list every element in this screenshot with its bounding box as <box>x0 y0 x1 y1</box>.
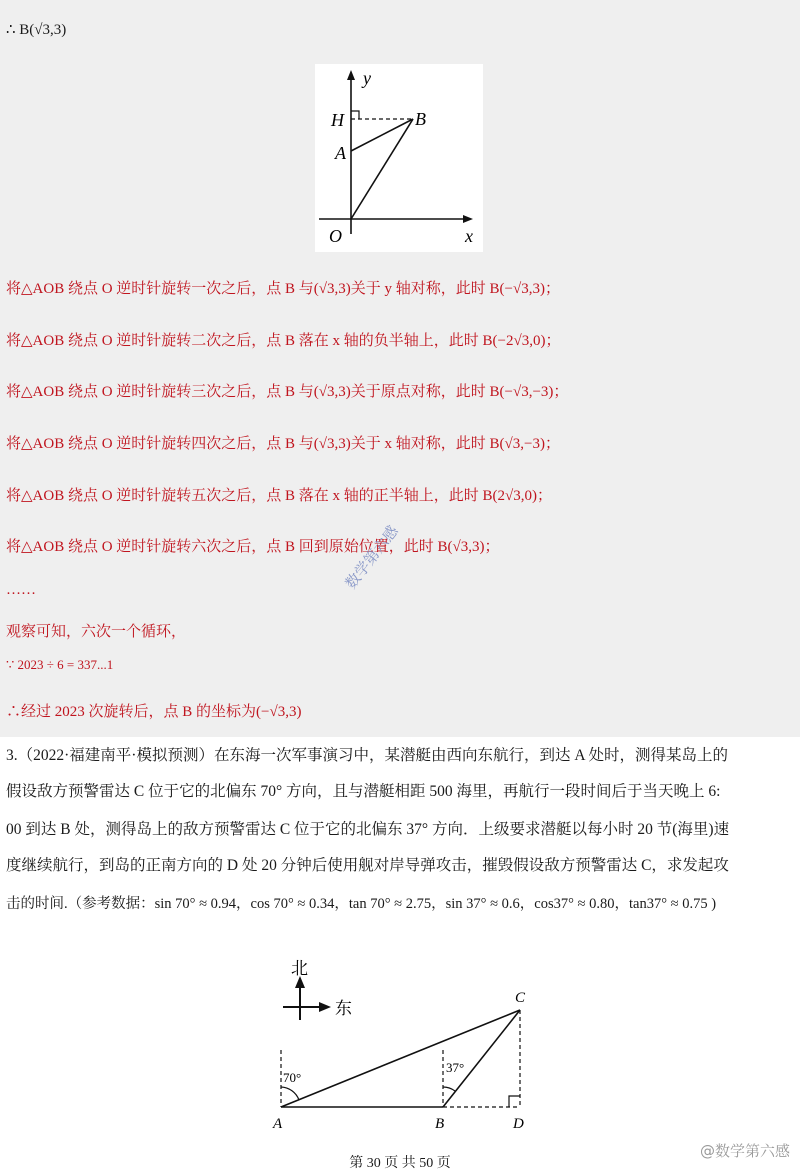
x-label: x <box>465 226 473 246</box>
segment-bc <box>443 1010 520 1107</box>
segment-ob <box>351 119 413 219</box>
y-label: y <box>363 68 371 88</box>
angle-arc-a <box>281 1087 299 1100</box>
angle-a-label: 70° <box>283 1070 302 1085</box>
rotation-line-6: 将△AOB 绕点 O 逆时针旋转六次之后，点 B 回到原始位置，此时 B(√3,3)； <box>6 539 500 555</box>
h-label: H <box>331 110 344 130</box>
problem-line-2: 假设敌方预警雷达 C 位于它的北偏东 70° 方向，且与潜艇相距 500 海里，再航行一段时间后于当天晚上 6: <box>6 783 721 800</box>
ellipsis-line: …… <box>6 582 36 598</box>
a-label: A <box>335 143 346 163</box>
observe-line: 观察可知，六次一个循环， <box>6 624 187 640</box>
point-d-label: D <box>513 1116 524 1132</box>
problem-line-1: 3.（2022·福建南平·模拟预测）在东海一次军事演习中，某潜艇由西向东航行，到达 A 处时，测得某岛上的 <box>6 747 729 764</box>
segment-ac <box>281 1010 520 1107</box>
page-footer: 第 30 页 共 50 页 <box>349 1156 451 1171</box>
x-axis-arrow <box>463 215 473 223</box>
rotation-line-2: 将△AOB 绕点 O 逆时针旋转二次之后，点 B 落在 x 轴的负半轴上，此时 B(−2√3,0)； <box>6 333 561 349</box>
east-label: 东 <box>335 999 352 1019</box>
rotation-line-5: 将△AOB 绕点 O 逆时针旋转五次之后，点 B 落在 x 轴的正半轴上，此时 B(2√3,0)； <box>6 488 553 504</box>
compass-east-arrow <box>319 1002 331 1012</box>
problem-line-3: 00 到达 B 处，测得岛上的敌方预警雷达 C 位于它的北偏东 37° 方向．上级要求潜艇以每小时 20 节(海里)速 <box>6 821 730 838</box>
point-b-label: B <box>435 1116 445 1132</box>
y-axis-arrow <box>347 70 355 80</box>
o-label: O <box>329 226 342 246</box>
rotation-line-1: 将△AOB 绕点 O 逆时针旋转一次之后，点 B 与(√3,3)关于 y 轴对称，此时 B(−√3,3)； <box>6 281 560 297</box>
north-label: 北 <box>291 959 308 979</box>
watermark-text: 数学第六感 <box>341 522 402 593</box>
conclusion-line: ∴经过 2023 次旋转后，点 B 的坐标为(−√3,3) <box>6 704 302 720</box>
problem-line-4: 度继续航行，到岛的正南方向的 D 处 20 分钟后使用舰对岸导弹攻击，摧毁假设敌方预警雷达 C，求发起攻 <box>6 857 729 874</box>
solution-header-line: ∴ B(√3,3) <box>6 22 67 38</box>
angle-b-label: 37° <box>446 1060 465 1075</box>
rotation-line-3: 将△AOB 绕点 O 逆时针旋转三次之后，点 B 与(√3,3)关于原点对称，此时 B(−√3,−3)； <box>6 384 569 400</box>
angle-arc-b <box>443 1087 455 1091</box>
point-a-label: A <box>273 1116 283 1132</box>
point-c-label: C <box>515 990 526 1006</box>
brand-watermark: @数学第六感 <box>699 1142 790 1160</box>
b-label: B <box>415 109 426 129</box>
coordinate-figure <box>315 64 483 252</box>
rotation-line-4: 将△AOB 绕点 O 逆时针旋转四次之后，点 B 与(√3,3)关于 x 轴对称，此时 B(√3,−3)； <box>6 436 560 452</box>
problem-line-5: 击的时间.（参考数据：sin 70° ≈ 0.94，cos 70° ≈ 0.34，tan 70° ≈ 2.75，sin 37° ≈ 0.6，cos37° ≈ 0.80，tan37° ≈ 0.75 ) <box>6 896 717 912</box>
right-angle-d <box>509 1096 520 1107</box>
because-line: ∵ 2023 ÷ 6 = 337...1 <box>6 657 114 672</box>
navigation-figure <box>255 950 555 1140</box>
right-angle-mark <box>351 111 359 119</box>
